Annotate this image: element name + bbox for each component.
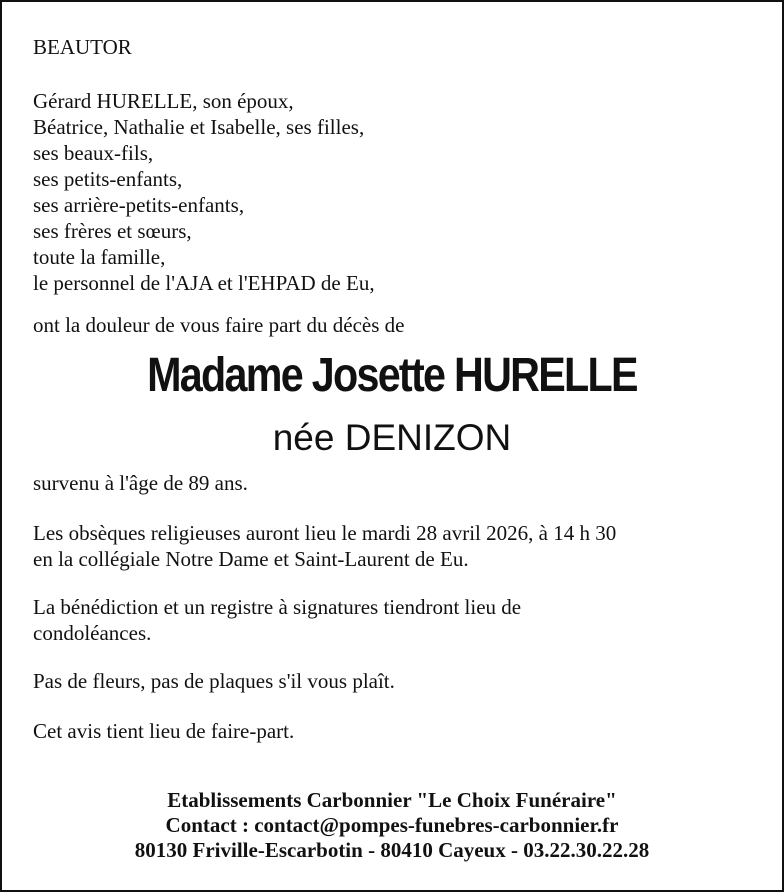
funeral-line: en la collégiale Notre Dame et Saint-Laurent de Eu. [33, 547, 469, 571]
no-flowers-note: Pas de fleurs, pas de plaques s'il vous plaît. [33, 669, 395, 693]
funeral-home-footer [2, 788, 782, 863]
funeral-home-name: Etablissements Carbonnier "Le Choix Funéraire" [167, 788, 617, 812]
family-line: toute la famille, [33, 245, 166, 269]
announcement-intro: ont la douleur de vous faire part du décès de [33, 313, 405, 337]
town-name: BEAUTOR [33, 35, 132, 59]
family-line: le personnel de l'AJA et l'EHPAD de Eu, [33, 271, 375, 295]
faire-part-note: Cet avis tient lieu de faire-part. [33, 719, 295, 743]
family-line: Béatrice, Nathalie et Isabelle, ses filles, [33, 115, 365, 139]
condolences-line: La bénédiction et un registre à signatures tiendront lieu de [33, 595, 522, 619]
family-line: Gérard HURELLE, son époux, [33, 89, 294, 113]
funeral-home-contact: Contact : contact@pompes-funebres-carbonnier.fr [165, 813, 619, 837]
funeral-line: Les obsèques religieuses auront lieu le mardi 28 avril 2026, à 14 h 30 [33, 521, 617, 545]
family-list [33, 88, 762, 296]
condolences-details [33, 594, 762, 646]
funeral-home-address: 80130 Friville-Escarbotin - 80410 Cayeux - 03.22.30.22.28 [134, 838, 650, 862]
family-line: ses beaux-fils, [33, 141, 154, 165]
condolences-line: condoléances. [33, 621, 152, 645]
family-line: ses frères et sœurs, [33, 219, 192, 243]
maiden-name: née DENIZON [272, 417, 512, 458]
funeral-details [33, 520, 762, 572]
family-line: ses petits-enfants, [33, 167, 183, 191]
age-at-death: survenu à l'âge de 89 ans. [33, 471, 248, 495]
deceased-name: Madame Josette HURELLE [147, 349, 637, 402]
family-line: ses arrière-petits-enfants, [33, 193, 245, 217]
